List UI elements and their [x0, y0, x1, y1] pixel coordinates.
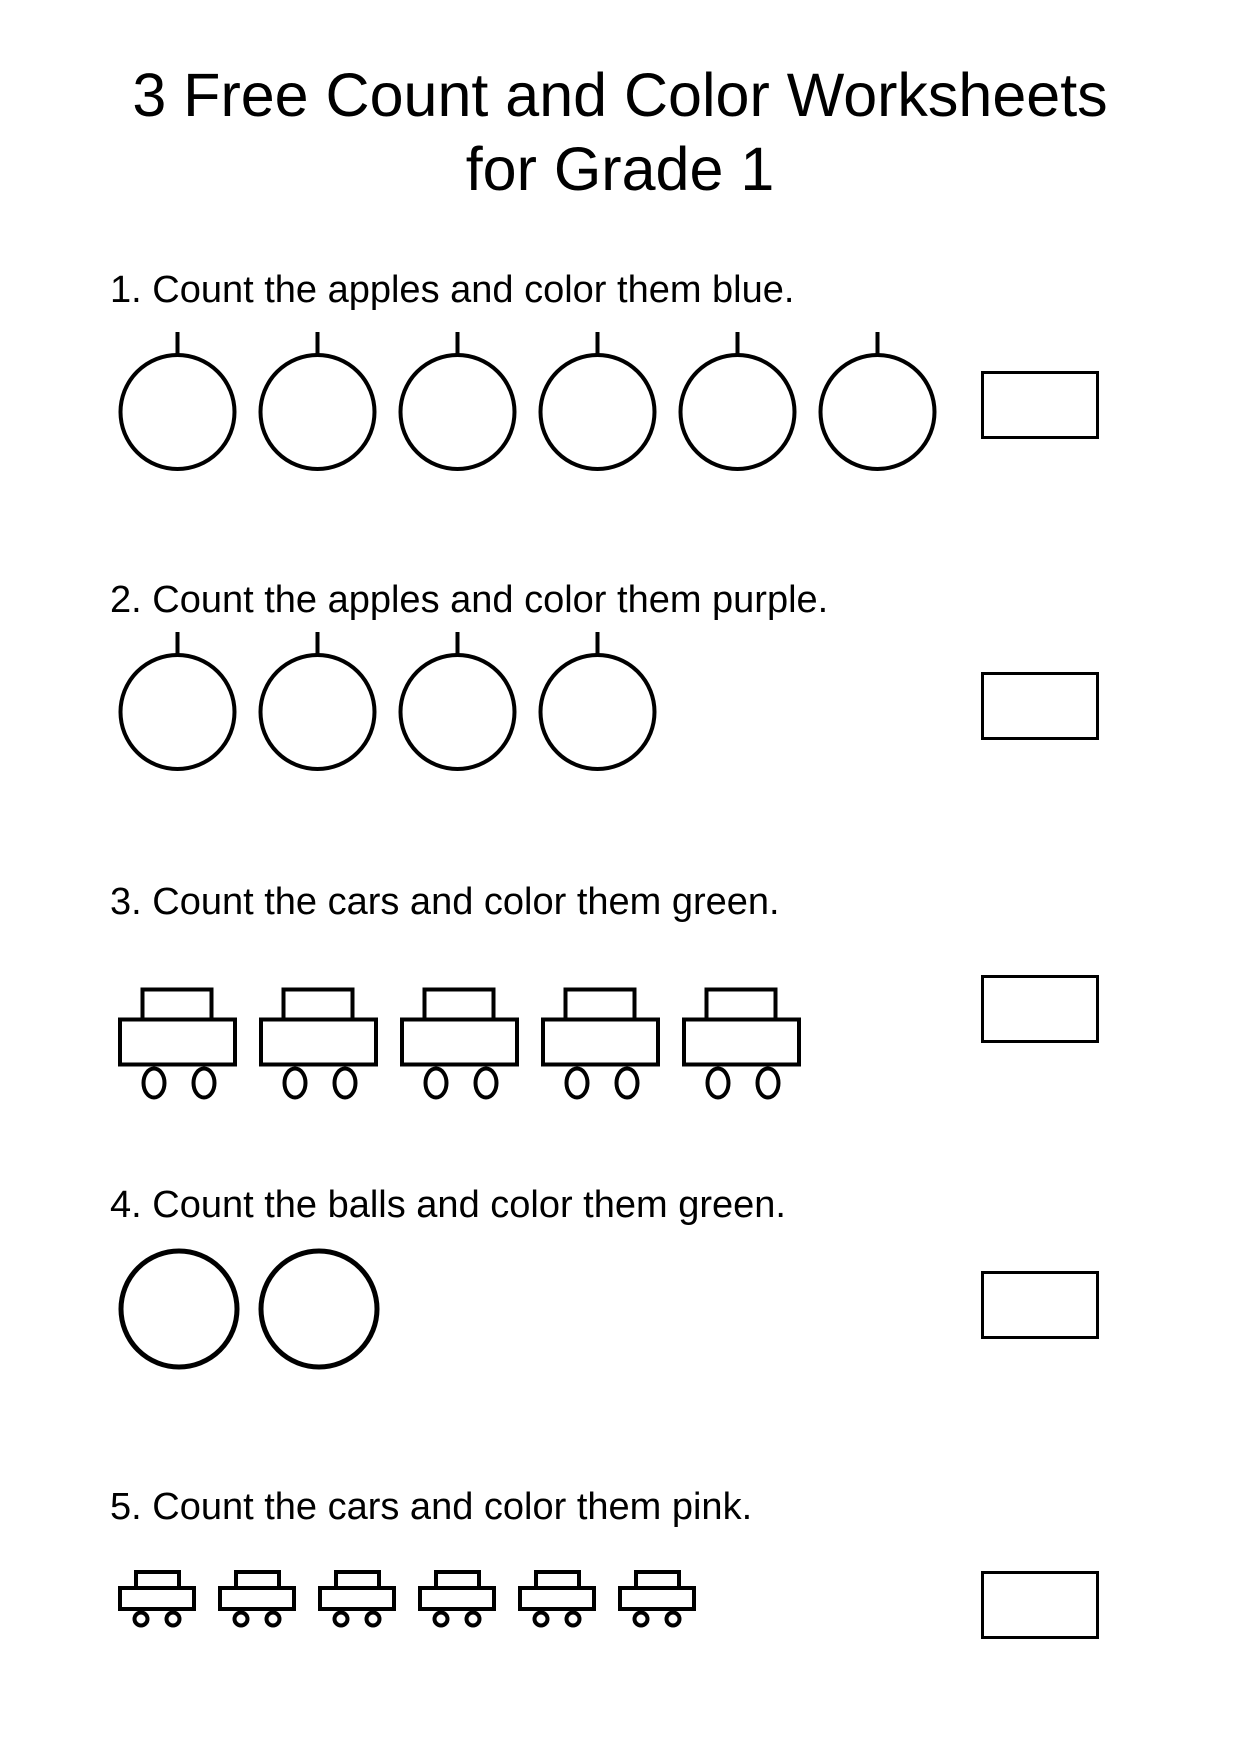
car-shape [541, 987, 661, 1101]
worksheet-title [0, 58, 1240, 206]
apple-shape [258, 330, 377, 471]
car-small-shape [618, 1570, 696, 1628]
question-5-text: 5. Count the cars and color them pink. [110, 1486, 753, 1528]
question-5-shapes [118, 1570, 718, 1628]
ball-shape [258, 1248, 380, 1370]
question-2-answer-box[interactable] [981, 672, 1099, 740]
car-small-shape [518, 1570, 596, 1628]
apple-shape [818, 330, 937, 471]
car-small-shape [318, 1570, 396, 1628]
car-shape [682, 987, 802, 1101]
ball-shape [118, 1248, 240, 1370]
car-small-shape [418, 1570, 496, 1628]
car-shape [400, 987, 520, 1101]
apple-shape [538, 330, 657, 471]
apple-shape [118, 330, 237, 471]
question-2-shapes [118, 630, 678, 771]
question-5-answer-box[interactable] [981, 1571, 1099, 1639]
car-small-shape [218, 1570, 296, 1628]
question-1-shapes [118, 330, 958, 471]
title-line-2: for Grade 1 [465, 135, 775, 203]
car-small-shape [118, 1570, 196, 1628]
apple-shape [118, 630, 237, 771]
question-2-text: 2. Count the apples and color them purple. [110, 579, 829, 621]
title-line-1: 3 Free Count and Color Worksheets [132, 61, 1108, 129]
apple-shape [678, 330, 797, 471]
apple-shape [398, 630, 517, 771]
apple-shape [398, 330, 517, 471]
question-4-shapes [118, 1248, 398, 1370]
apple-shape [538, 630, 657, 771]
question-1-text: 1. Count the apples and color them blue. [110, 269, 795, 311]
apple-shape [258, 630, 377, 771]
car-shape [118, 987, 238, 1101]
question-4-answer-box[interactable] [981, 1271, 1099, 1339]
question-3-shapes [118, 987, 823, 1101]
question-3-text: 3. Count the cars and color them green. [110, 881, 780, 923]
question-4-text: 4. Count the balls and color them green. [110, 1184, 786, 1226]
question-1-answer-box[interactable] [981, 371, 1099, 439]
question-3-answer-box[interactable] [981, 975, 1099, 1043]
car-shape [259, 987, 379, 1101]
